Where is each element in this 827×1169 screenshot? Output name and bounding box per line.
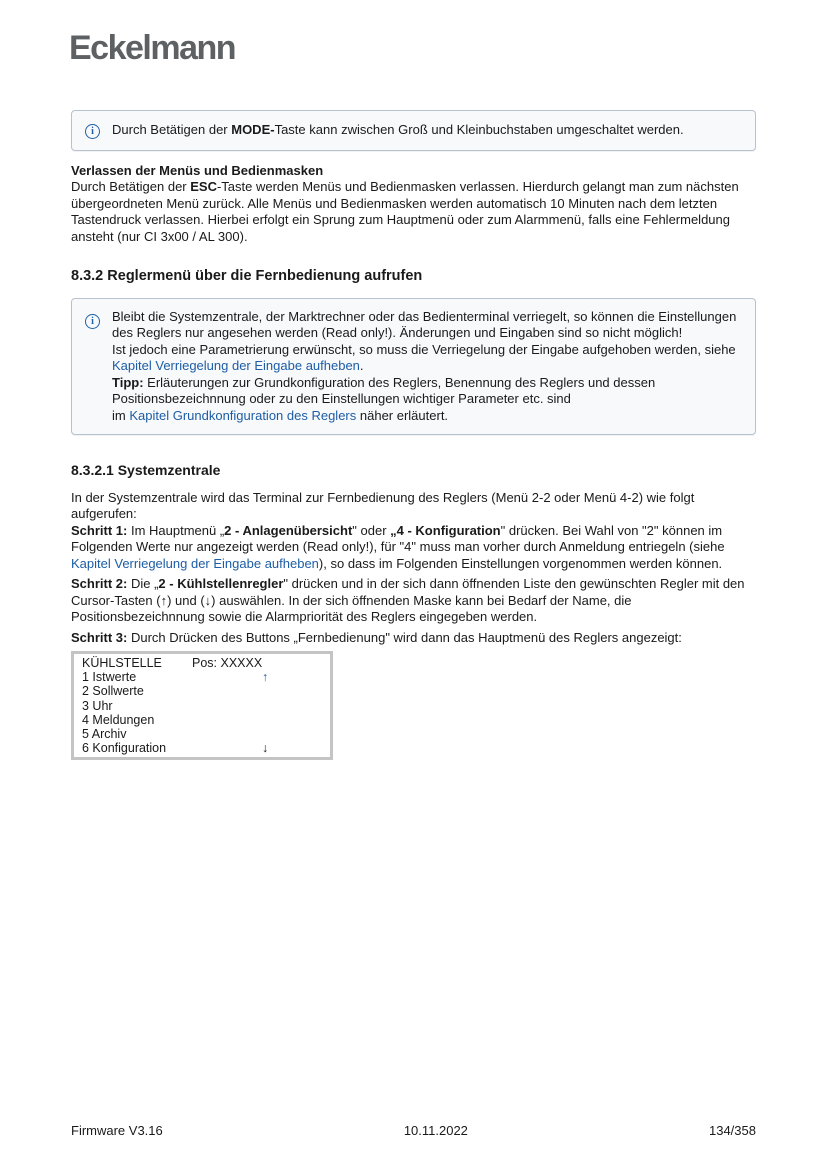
page-content bbox=[71, 110, 756, 760]
footer-firmware: Firmware V3.16 bbox=[71, 1123, 163, 1138]
footer-page-number: 134/358 bbox=[708, 1123, 756, 1138]
step-1: Schritt 1: Im Hauptmenü „2 - Anlagenübersicht" oder „4 - Konfiguration" drücken. Bei Wahl von "2" können im Folgenden Werte nur angezeigt werden (Read only!), für "4" muss man vorher durch Anmeldung entriegeln (siehe Kapitel Verriegelung der Eingabe aufheben), so dass im Folgenden Einstellungen vorgenommen werden können. bbox=[71, 522, 725, 571]
footer-date: 10.11.2022 bbox=[403, 1123, 468, 1138]
info-icon: i bbox=[85, 124, 100, 139]
info-note-lock: i Bleibt die Systemzentrale, der Marktrechner oder das Bedienterminal verriegelt, so können die Einstellungen des Reglers nur angesehen werden (Read only!). Änderungen und Eingaben sind so nicht möglich! Ist jedoch eine Parametrierung erwünscht, so muss die Verriegelung der Eingabe aufgehoben werden, siehe Kapitel Verriegelung der Eingabe aufheben. Tipp: Erläuterungen zur Grundkonfiguration des Reglers, Benennung des Reglers und dessen Positionsbezeichnnung oder zu den Einstellungen wichtiger Parameter etc. sind im Kapitel Grundkonfiguration des Reglers näher erläutert. bbox=[71, 298, 756, 436]
info-note-mode-key: i Durch Betätigen der MODE-Taste kann zwischen Groß und Kleinbuchstaben umgeschaltet werden. bbox=[71, 110, 756, 151]
terminal-menu-item: 2 Sollwerte bbox=[82, 684, 144, 699]
arrow-up-icon: ↑ bbox=[262, 670, 269, 685]
eckelmann-logo: Eckelmann bbox=[69, 29, 236, 67]
terminal-title: KÜHLSTELLE bbox=[82, 656, 162, 670]
step-2: Schritt 2: Die „2 - Kühlstellenregler" drücken und in der sich dann öffnenden Liste den gewünschten Regler mit den Cursor-Tasten (↑) und (↓) auswählen. In der sich öffnenden Maske kann bei Bedarf der Name, die Positionsbezeichnnung sowie die Alarmpriorität des Reglers eingegeben werden. bbox=[71, 576, 745, 624]
terminal-menu-item: 1 Istwerte bbox=[82, 670, 137, 685]
exit-menus-text: Durch Betätigen der ESC-Taste werden Menüs und Bedienmasken verlassen. Hierdurch gelangt man zum nächsten übergeordneten Menü zurück. Alle Menüs und Bedienmasken werden automatisch 10 Minuten nach dem letzten Tastendruck verlassen. Hierbei erfolgt ein Sprung zum Hauptmenü oder zum Alarmmenü, falls eine Fehlermeldung ansteht (nur CI 3x00 / AL 300). bbox=[71, 179, 739, 244]
section-heading-8-3-2: 8.3.2 Reglermenü über die Fernbedienung aufrufen bbox=[71, 268, 423, 284]
step-3: Schritt 3: Durch Drücken des Buttons „Fernbedienung" wird dann das Hauptmenü des Reglers angezeigt: bbox=[71, 629, 682, 645]
link-verriegelung[interactable]: Kapitel Verriegelung der Eingabe aufheben bbox=[112, 358, 360, 373]
terminal-menu-item: 5 Archiv bbox=[82, 727, 127, 742]
page-footer bbox=[71, 1123, 756, 1140]
link-grundkonfiguration[interactable]: Kapitel Grundkonfiguration des Reglers bbox=[129, 407, 357, 423]
terminal-menu-item: 3 Uhr bbox=[82, 698, 113, 713]
terminal-menu-item: 4 Meldungen bbox=[82, 712, 155, 727]
section-heading-8-3-2-1: 8.3.2.1 Systemzentrale bbox=[71, 462, 221, 478]
terminal-menu-item: 6 Konfiguration bbox=[82, 741, 167, 756]
terminal-display bbox=[71, 651, 333, 760]
intro-text: In der Systemzentrale wird das Terminal zur Fernbedienung des Reglers (Menü 2-2 oder Menü 4-2) wie folgt aufgerufen: bbox=[71, 489, 695, 521]
info-icon: i bbox=[85, 314, 100, 329]
link-verriegelung-2[interactable]: Kapitel Verriegelung der Eingabe aufheben bbox=[71, 555, 319, 571]
terminal-position: Pos: XXXXX bbox=[192, 656, 263, 670]
arrow-down-icon: ↓ bbox=[262, 741, 269, 756]
exit-menus-heading: Verlassen der Menüs und Bedienmasken bbox=[71, 162, 324, 178]
